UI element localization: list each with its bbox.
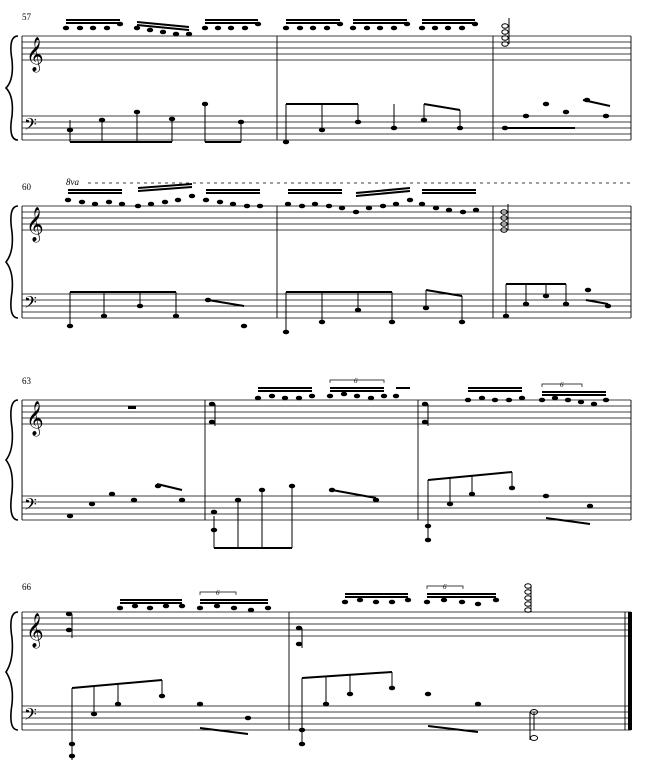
beam-group [120, 600, 268, 603]
tuplet-number: 6 [216, 589, 220, 597]
beam-group [68, 184, 260, 193]
noteheads [117, 604, 271, 613]
tuplet-number: 6 [560, 381, 564, 389]
system-4 [6, 582, 632, 760]
bass-clef-icon: 𝄢 [24, 494, 37, 518]
treble-clef-icon: 𝄞 [26, 207, 44, 242]
beam-group [286, 20, 475, 23]
bass-clef-icon: 𝄢 [24, 704, 37, 728]
measure-number: 57 [22, 12, 31, 22]
measure-number: 66 [22, 582, 31, 592]
bass-notes [70, 100, 610, 142]
tuplet-number: 6 [354, 377, 358, 385]
half-rest [128, 406, 136, 409]
treble-notes [65, 184, 508, 232]
treble-clef-icon: 𝄞 [26, 613, 44, 648]
noteheads [255, 392, 399, 401]
treble-staff [22, 36, 631, 60]
final-barline [628, 612, 632, 730]
noteheads [63, 22, 478, 37]
noteheads [65, 194, 479, 215]
brace [6, 36, 18, 140]
bass-notes [70, 284, 608, 332]
brace [6, 612, 18, 730]
tuplet-number: 6 [443, 583, 447, 591]
beam-group [258, 388, 410, 391]
bass-noteheads [69, 686, 481, 759]
treble-staff [22, 612, 631, 636]
bass-staff [22, 706, 631, 730]
bass-clef-icon: 𝄢 [24, 292, 37, 316]
barlines [22, 36, 631, 140]
brace [6, 206, 18, 318]
brace [6, 400, 18, 520]
treble-staff [22, 206, 631, 230]
treble-notes [209, 377, 609, 426]
beam-group [345, 594, 496, 597]
bass-noteheads [67, 484, 593, 543]
treble-notes [66, 583, 531, 648]
treble-staff [22, 400, 631, 424]
final-chord [525, 584, 531, 613]
system-3 [6, 376, 631, 548]
barlines [22, 206, 631, 318]
noteheads [465, 396, 609, 407]
beam-group [288, 188, 476, 196]
bass-noteheads [67, 288, 611, 335]
bass-notes [72, 672, 534, 760]
noteheads [342, 598, 499, 607]
measure-number: 63 [22, 376, 31, 386]
bass-staff [22, 294, 631, 318]
treble-clef-icon: 𝄞 [26, 401, 44, 436]
bass-notes [70, 472, 590, 548]
system-1 [6, 12, 631, 144]
bass-clef-icon: 𝄢 [24, 114, 37, 138]
system-2 [6, 177, 631, 334]
octave-mark: 8va [66, 177, 79, 187]
bass-staff [22, 496, 631, 520]
measure-number: 60 [22, 182, 31, 192]
beam-group [468, 388, 606, 395]
treble-clef-icon: 𝄞 [26, 37, 44, 72]
chord-arpeggio [502, 18, 509, 46]
